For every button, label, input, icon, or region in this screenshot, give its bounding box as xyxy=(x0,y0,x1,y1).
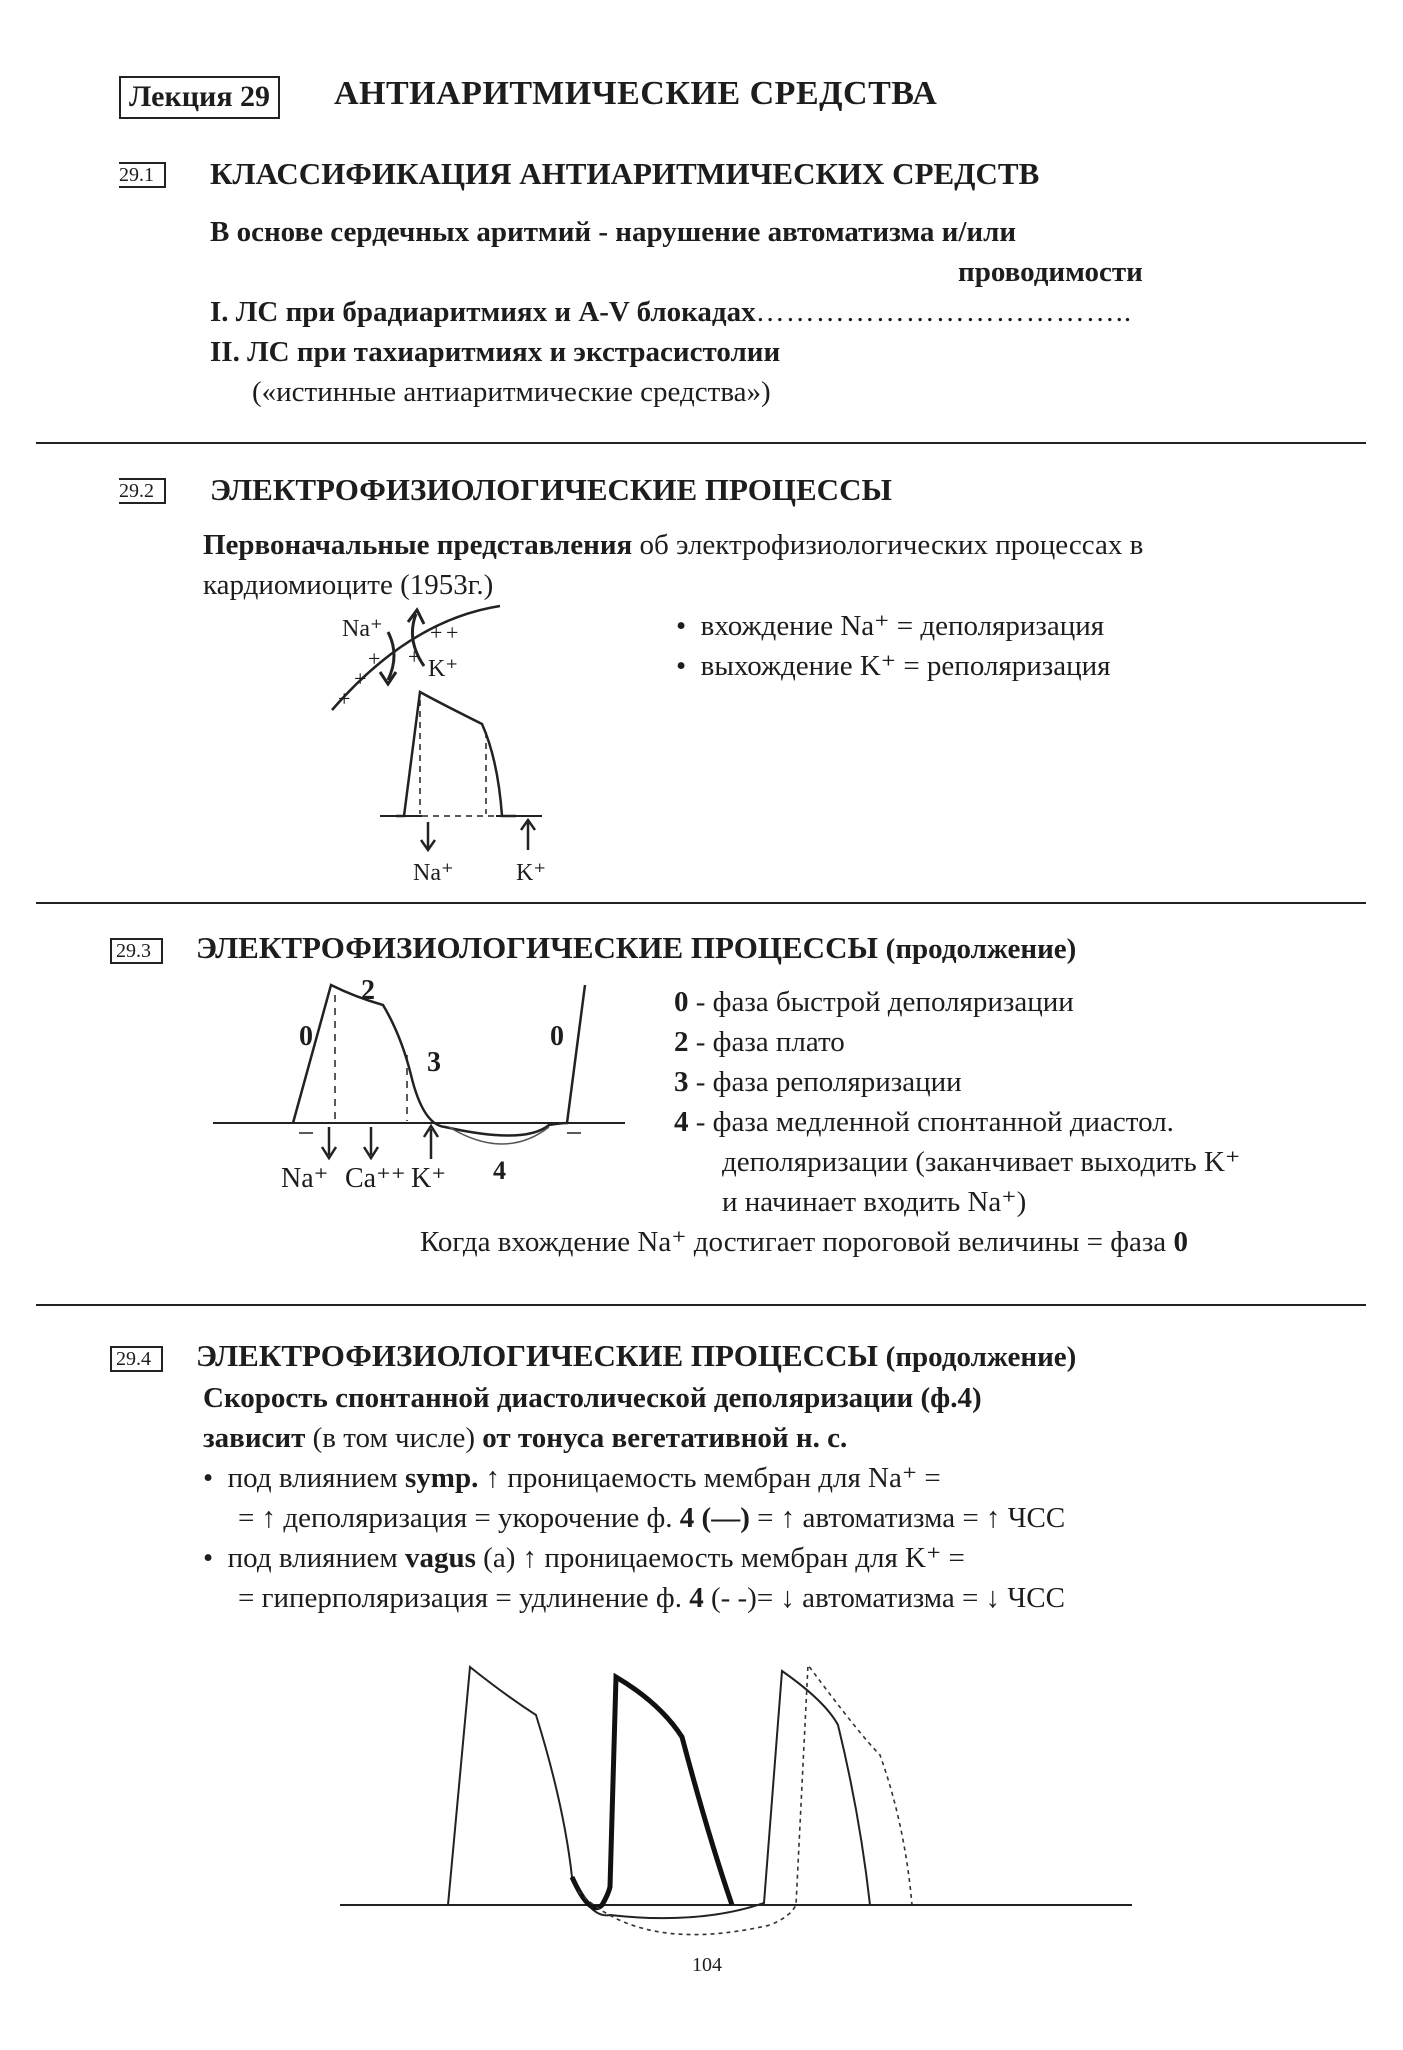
symp-shortened-curve xyxy=(572,1677,732,1908)
threshold-summary-phase: 0 xyxy=(1173,1226,1188,1258)
s4-bullet-1: • под влиянием symp. ↑ проницаемость мембран для Na⁺ = xyxy=(203,1462,941,1494)
s4-bullet-2-line-2-a: = гиперполяризация = удлинение ф. xyxy=(238,1582,690,1614)
section-number-29-2: 29.2 xyxy=(119,478,166,504)
s4-bullet-2-bold: vagus xyxy=(405,1542,476,1574)
s3-title-main: ЭЛЕКТРОФИЗИОЛОГИЧЕСКИЕ ПРОЦЕССЫ xyxy=(196,930,878,965)
label-phase-0-right: 0 xyxy=(550,1021,564,1052)
label-phase-2: 2 xyxy=(361,975,375,1006)
s4-bullet-2-line-2-bold: 4 xyxy=(689,1582,704,1614)
fig-plus-6: + xyxy=(408,644,421,669)
autonomic-tone-figure xyxy=(340,1655,1140,1945)
threshold-summary-text: Когда вхождение Na⁺ достигает пороговой величины = фаза xyxy=(420,1226,1174,1258)
s4-title-suffix: (продолжение) xyxy=(885,1341,1077,1373)
ion-label-ca: Ca⁺⁺ xyxy=(345,1163,406,1194)
s4-bullet-2-line-2 xyxy=(238,1578,1065,1618)
section-title-29-4 xyxy=(196,1338,1076,1375)
fig-na-top: Na⁺ xyxy=(342,616,383,642)
section-title-29-3 xyxy=(196,930,1076,967)
section-title-29-2: ЭЛЕКТРОФИЗИОЛОГИЧЕСКИЕ ПРОЦЕССЫ xyxy=(210,472,892,507)
phase-text-4: - фаза медленной спонтанной диастол. xyxy=(688,1106,1174,1138)
fig-plus-2: + xyxy=(446,620,459,645)
s4-bullet-1-line-2-a: = ↑ деполяризация = укорочение ф. xyxy=(238,1502,680,1534)
s4-bullet-1-bold: symp. xyxy=(405,1462,479,1494)
s3-title-suffix: (продолжение) xyxy=(885,933,1077,965)
phase-number-3: 3 xyxy=(674,1066,689,1098)
s4-bullet-2-b: (а) ↑ проницаемость мембран для K⁺ = xyxy=(475,1542,965,1574)
divider-3 xyxy=(36,1304,1366,1306)
phase-line-3 xyxy=(674,1062,962,1102)
classification-line-2: проводимости xyxy=(958,256,1143,288)
ion-label-k: K⁺ xyxy=(411,1163,446,1194)
phase-line-0 xyxy=(674,982,1074,1022)
early-action-potential-figure xyxy=(320,600,580,890)
normal-rhythm-curve xyxy=(448,1667,870,1918)
section-number-29-3: 29.3 xyxy=(110,938,163,964)
s4-bullet-2-a: под влиянием xyxy=(227,1542,405,1574)
fig-na-bottom: Na⁺ xyxy=(413,860,454,886)
s4-bullet-1-b: ↑ проницаемость мембран для Na⁺ = xyxy=(478,1462,941,1494)
s2-bullet-1: • вхождение Na⁺ = деполяризация xyxy=(676,610,1105,642)
lecture-label: Лекция 29 xyxy=(119,76,280,119)
phase-number-2: 2 xyxy=(674,1026,689,1058)
s4-line-2 xyxy=(203,1418,847,1458)
section-number-29-4: 29.4 xyxy=(110,1346,163,1372)
s4-line-2-mid: (в том числе) xyxy=(305,1422,483,1454)
class-item-1-text: I. ЛС при брадиаритмиях и A-V блокадах xyxy=(210,296,756,328)
phase-text-2: - фаза плато xyxy=(688,1026,845,1058)
phase-number-4: 4 xyxy=(674,1106,689,1138)
fig-plus-5: + xyxy=(338,686,351,711)
ion-label-na: Na⁺ xyxy=(281,1163,329,1194)
label-phase-4: 4 xyxy=(493,1156,506,1185)
s4-bullet-1-a: под влиянием xyxy=(227,1462,405,1494)
lecture-title: АНТИАРИТМИЧЕСКИЕ СРЕДСТВА xyxy=(334,75,938,112)
phase-4-cont-1: деполяризации (заканчивает выходить K⁺ xyxy=(722,1146,1241,1178)
s4-line-1: Скорость спонтанной диастолической деполяризации (ф.4) xyxy=(203,1382,982,1414)
class-item-1-dots: ……………………………….. xyxy=(755,296,1133,328)
s2-bullet-2: • выхождение K⁺ = реполяризация xyxy=(676,650,1111,682)
phase-line-2 xyxy=(674,1022,845,1062)
class-item-2-note: («истинные антиаритмические средства») xyxy=(252,376,771,408)
page-number: 104 xyxy=(692,1954,722,1976)
s4-bullet-2-line-2-b: (- -)= ↓ автоматизма = ↓ ЧСС xyxy=(703,1582,1065,1614)
class-item-2: II. ЛС при тахиаритмиях и экстрасистолии xyxy=(210,336,781,368)
fig-k-top: K⁺ xyxy=(428,656,458,682)
fig-k-bottom: K⁺ xyxy=(516,860,546,886)
s2-intro-bold: Первоначальные представления xyxy=(203,529,633,561)
classification-line-1: В основе сердечных аритмий - нарушение автоматизма и/или xyxy=(210,216,1017,248)
s2-bullet-2-text: выхождение K⁺ = реполяризация xyxy=(700,650,1111,682)
s2-intro-line-2: кардиомиоците (1953г.) xyxy=(203,569,494,601)
class-item-1 xyxy=(210,292,1132,332)
fig-plus-1: + xyxy=(430,620,443,645)
label-phase-0-left: 0 xyxy=(299,1021,313,1052)
fig-plus-3: + xyxy=(368,646,381,671)
s2-intro-line-1 xyxy=(203,525,1143,565)
section-number-29-1: 29.1 xyxy=(119,162,166,188)
s4-bullet-1-line-2-b: = ↑ автоматизма = ↑ ЧСС xyxy=(749,1502,1066,1534)
s2-bullet-1-text: вхождение Na⁺ = деполяризация xyxy=(700,610,1105,642)
phase-number-0: 0 xyxy=(674,986,689,1018)
phase-4-cont-2: и начинает входить Na⁺) xyxy=(722,1186,1027,1218)
s4-bullet-1-line-2-bold: 4 (—) xyxy=(679,1502,750,1534)
phase-line-4 xyxy=(674,1102,1174,1142)
phase-text-0: - фаза быстрой деполяризации xyxy=(688,986,1074,1018)
fig-plus-4: + xyxy=(354,666,367,691)
s4-line-2-bold: зависит xyxy=(203,1422,306,1454)
phase-text-3: - фаза реполяризации xyxy=(688,1066,962,1098)
cardiac-phases-figure xyxy=(205,975,645,1215)
s4-title-main: ЭЛЕКТРОФИЗИОЛОГИЧЕСКИЕ ПРОЦЕССЫ xyxy=(196,1338,878,1373)
s2-intro-rest: об электрофизиологических процессах в xyxy=(632,529,1144,561)
vagus-prolonged-curve xyxy=(578,1665,912,1935)
threshold-summary xyxy=(420,1222,1188,1262)
s4-bullet-2: • под влиянием vagus (а) ↑ проницаемость мембран для K⁺ = xyxy=(203,1542,965,1574)
s4-line-2-bold-2: от тонуса вегетативной н. с. xyxy=(482,1422,848,1454)
action-potential-curve xyxy=(396,692,516,816)
divider-2 xyxy=(36,902,1366,904)
divider-1 xyxy=(36,442,1366,444)
s4-bullet-1-line-2 xyxy=(238,1498,1065,1538)
section-title-29-1: КЛАССИФИКАЦИЯ АНТИАРИТМИЧЕСКИХ СРЕДСТВ xyxy=(210,156,1040,191)
label-phase-3: 3 xyxy=(427,1047,441,1078)
